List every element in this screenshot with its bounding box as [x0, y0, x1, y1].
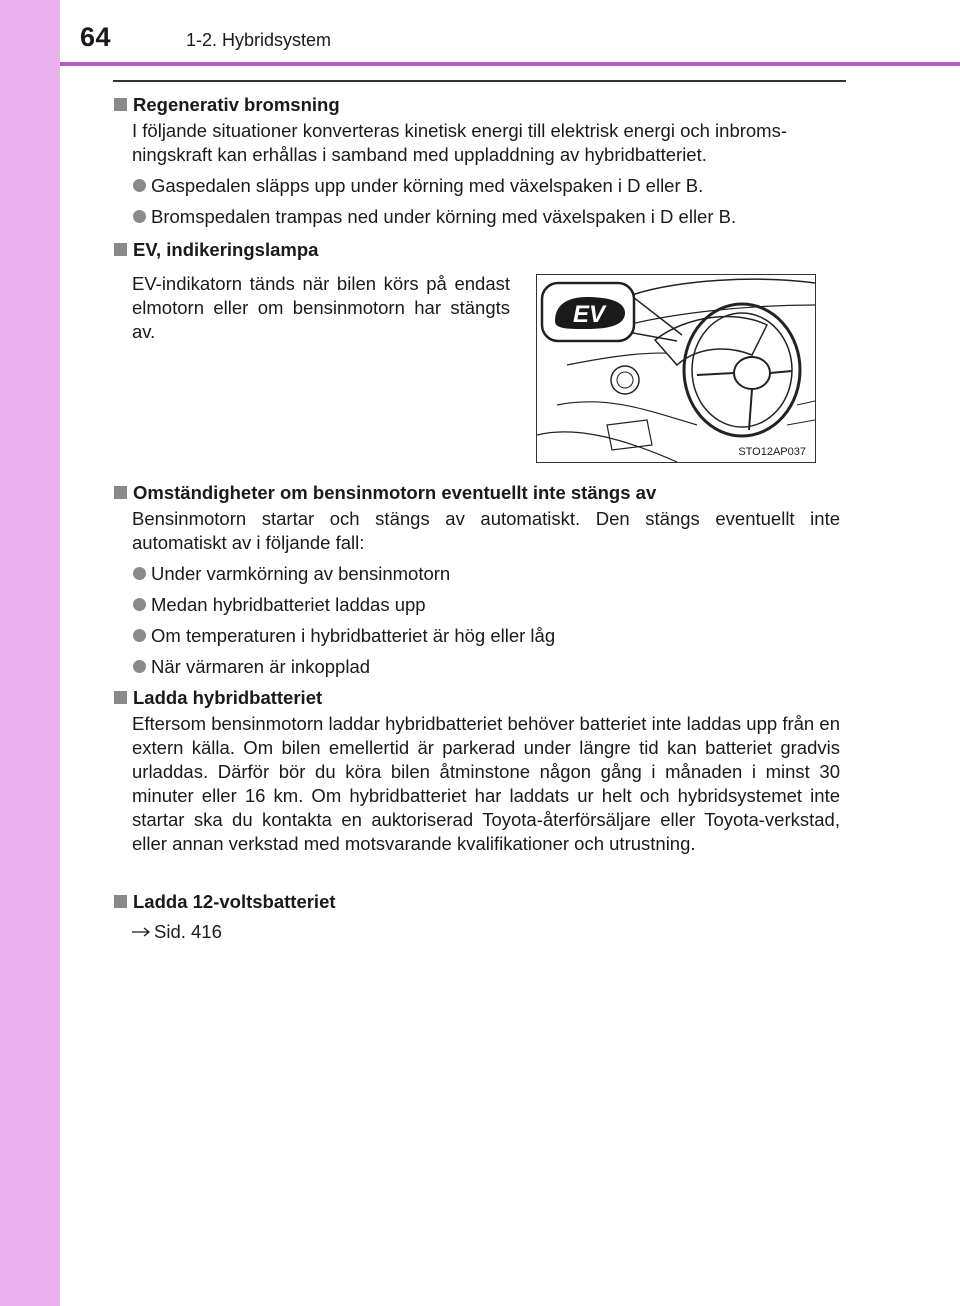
page-sidebar-tab	[0, 0, 60, 1306]
charge-12v-reference[interactable]	[113, 920, 840, 944]
regen-intro	[113, 119, 840, 167]
engine-intro: Bensinmotorn startar och stängs av automatiskt. Den stängs eventuellt inte automatiskt av i följande fall:	[132, 508, 840, 553]
charge-hybrid-section	[113, 686, 840, 856]
square-bullet-icon	[114, 243, 127, 256]
charge-hybrid-text: Eftersom bensinmotorn laddar hybridbatteriet behöver batteriet inte laddas upp från en extern källa. Om bilen emellertid är parkerad under längre tid kan batteriet gradvis urladdas. Därför bör du köra bilen åtminstone någon gång i månaden i minst 30 minuter eller 16 km. Om hybridbatteriet har laddats ur helt och hybridsystemet inte startar ska du kontakta en auktoriserad Toyota-återförsäljare eller Toyota-verkstad, eller annan verkstad med motsvarande kvalifikationer och utrustning.	[132, 713, 840, 854]
round-bullet-icon	[133, 598, 146, 611]
regen-bullet-text: Gaspedalen släpps upp under körning med växelspaken i D eller B.	[151, 175, 704, 196]
ev-indicator-figure	[536, 274, 816, 463]
figure-id: STO12AP037	[738, 446, 806, 458]
ev-heading	[113, 238, 840, 262]
square-bullet-icon	[114, 691, 127, 704]
regen-heading	[113, 93, 840, 117]
round-bullet-icon	[133, 179, 146, 192]
ev-description: EV-indikatorn tänds när bilen körs på endast elmotorn eller om bensinmotorn har stängts av.	[132, 273, 510, 342]
ev-title: EV, indikeringslampa	[133, 239, 319, 260]
engine-bullet-text: Under varmkörning av bensinmotorn	[151, 563, 451, 584]
engine-bullet	[113, 624, 840, 648]
reference-link[interactable]: Sid. 416	[154, 921, 222, 942]
engine-bullet	[113, 655, 840, 679]
charge-12v-title: Ladda 12-voltsbatteriet	[133, 891, 336, 912]
round-bullet-icon	[133, 660, 146, 673]
regen-intro-line2: ningskraft kan erhållas i samband med uppladdning av hybridbatteriet.	[132, 144, 707, 165]
square-bullet-icon	[114, 98, 127, 111]
dashboard-illustration-icon	[537, 275, 815, 462]
regen-title: Regenerativ bromsning	[133, 94, 340, 115]
arrow-right-icon	[132, 920, 154, 944]
charge-12v-section	[113, 890, 840, 944]
ev-section	[113, 238, 840, 262]
regen-intro-line1: I följande situationer konverteras kinetisk energi till elektrisk energi och inbroms-	[132, 120, 787, 141]
engine-bullet-text: Medan hybridbatteriet laddas upp	[151, 594, 426, 615]
regen-bullet-text: Bromspedalen trampas ned under körning med växelspaken i D eller B.	[151, 206, 737, 227]
engine-heading	[113, 481, 840, 505]
content-rule	[113, 80, 846, 82]
ev-badge-label: EV	[572, 301, 606, 328]
engine-bullet-text: Om temperaturen i hybridbatteriet är hög eller låg	[151, 625, 556, 646]
round-bullet-icon	[133, 210, 146, 223]
engine-title: Omständigheter om bensinmotorn eventuellt inte stängs av	[133, 482, 657, 503]
section-title: 1-2. Hybridsystem	[186, 30, 332, 50]
charge-hybrid-heading	[113, 686, 840, 710]
engine-section	[113, 481, 840, 679]
square-bullet-icon	[114, 895, 127, 908]
regen-bullet	[113, 174, 840, 198]
page-number: 64	[80, 22, 112, 52]
regen-section	[113, 93, 840, 229]
round-bullet-icon	[133, 629, 146, 642]
round-bullet-icon	[133, 567, 146, 580]
header-rule	[60, 62, 960, 66]
engine-bullet	[113, 593, 840, 617]
charge-hybrid-title: Ladda hybridbatteriet	[133, 687, 323, 708]
engine-bullet-text: När värmaren är inkopplad	[151, 656, 371, 677]
square-bullet-icon	[114, 486, 127, 499]
regen-bullet	[113, 205, 840, 229]
charge-12v-heading	[113, 890, 840, 914]
engine-bullet	[113, 562, 840, 586]
